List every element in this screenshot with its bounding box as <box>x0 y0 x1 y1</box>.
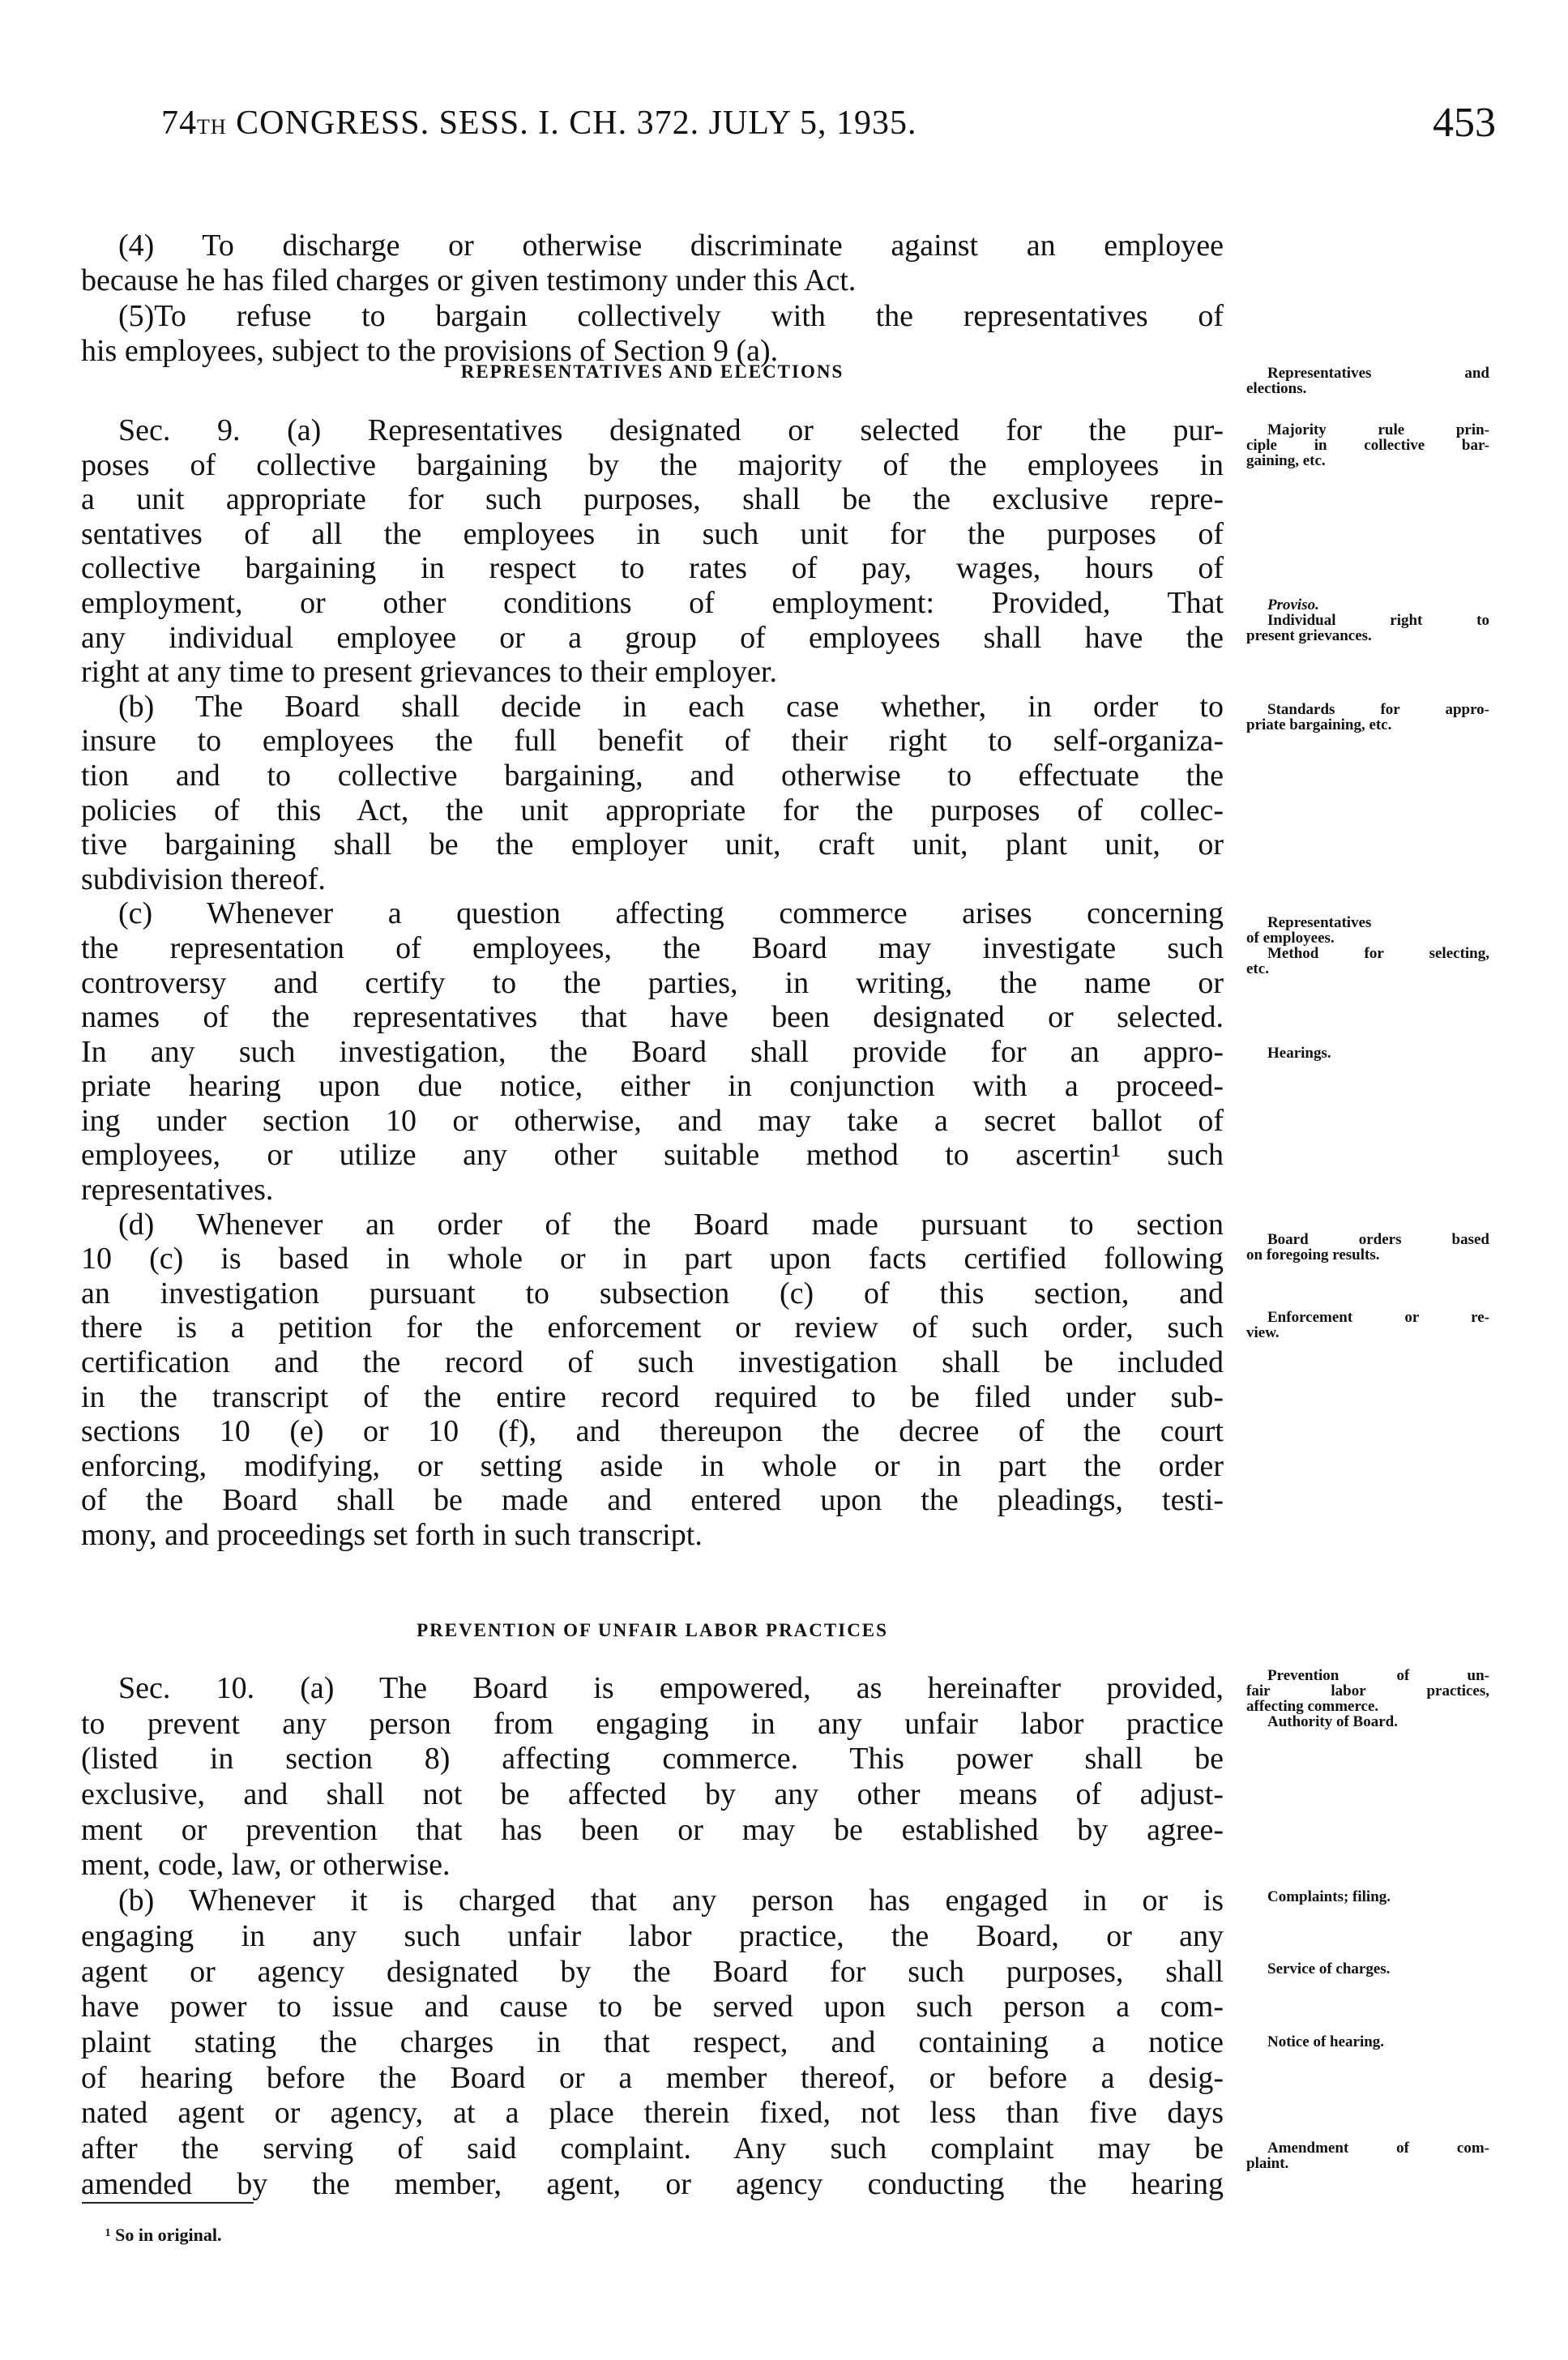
section-heading-representatives: REPRESENTATIVES AND ELECTIONS <box>460 361 844 382</box>
text-line: ing under section 10 or otherwise, and may take a secret ballot of <box>81 1103 1224 1138</box>
footnote-rule <box>82 2202 254 2204</box>
margin-note-line: Representatives <box>1267 914 1372 931</box>
text-line: because he has filed charges or given testimony under this Act. <box>81 263 857 298</box>
text-block-section-8 <box>81 229 1224 369</box>
text-line: of hearing before the Board or a member thereof, or before a desig- <box>81 2060 1224 2095</box>
text-line: subdivision thereof. <box>81 861 326 896</box>
footnote: ¹ So in original. <box>105 2225 222 2245</box>
margin-note-line: Notice of hearing. <box>1267 2033 1385 2050</box>
paragraph <box>81 1883 1224 2202</box>
margin-note-line: Authority of Board. <box>1267 1713 1398 1730</box>
margin-note-line: elections. <box>1246 380 1307 397</box>
text-line: engaging in any such unfair labor practice, the Board, or any <box>81 1918 1224 1953</box>
text-line: controversy and certify to the parties, in writing, the name or <box>81 965 1224 1000</box>
text-line: to prevent any person from engaging in any unfair labor practice <box>81 1706 1224 1741</box>
text-line: certification and the record of such investigation shall be included <box>81 1345 1224 1380</box>
paragraph <box>81 896 1224 1207</box>
text-line: policies of this Act, the unit appropriate for the purposes of collec- <box>81 793 1224 827</box>
congress-number: 74 <box>161 105 197 142</box>
margin-note-line: Board orders based <box>1267 1231 1489 1248</box>
paragraph <box>81 229 1224 299</box>
text-line: of the Board shall be made and entered upon the pleadings, testi- <box>81 1483 1224 1518</box>
text-line: a unit appropriate for such purposes, shall be the exclusive repre- <box>81 482 1224 517</box>
text-line: in the transcript of the entire record required to be filed under sub- <box>81 1379 1224 1414</box>
text-line: (listed in section 8) affecting commerce. This power shall be <box>81 1742 1224 1776</box>
text-line: amended by the member, agent, or agency conducting the hearing <box>81 2166 1224 2201</box>
margin-note-line: view. <box>1246 1324 1280 1341</box>
text-line: (c) Whenever a question affecting commerce arises concerning <box>118 896 1224 931</box>
margin-note-line: Amendment of com- <box>1267 2140 1489 2157</box>
margin-note-line: of employees. <box>1246 930 1335 947</box>
margin-note-line: Method for selecting, <box>1267 945 1489 962</box>
text-line: the representation of employees, the Board may investigate such <box>81 930 1224 965</box>
margin-note-line: Individual right to <box>1267 612 1489 629</box>
text-line: exclusive, and shall not be affected by any other means of adjust- <box>81 1777 1224 1812</box>
text-line: (d) Whenever an order of the Board made pursuant to section <box>118 1207 1224 1242</box>
margin-note <box>1246 915 1489 977</box>
margin-note-line: Service of charges. <box>1267 1960 1391 1977</box>
margin-note-line: fair labor practices, <box>1246 1682 1489 1699</box>
paragraph <box>81 299 1224 370</box>
section-heading-prevention: PREVENTION OF UNFAIR LABOR PRACTICES <box>417 1620 888 1640</box>
text-line: (4) To discharge or otherwise discriminate against an employee <box>118 229 1224 263</box>
text-line: ment, code, law, or otherwise. <box>81 1848 451 1883</box>
margin-note-line: on foregoing results. <box>1246 1246 1380 1263</box>
margin-note-line: affecting commerce. <box>1246 1698 1379 1715</box>
text-line: In any such investigation, the Board shall provide for an appro- <box>81 1034 1224 1069</box>
margin-note-line: gaining, etc. <box>1246 452 1326 469</box>
header-text: CONGRESS. SESS. I. CH. 372. JULY 5, 1935. <box>226 105 917 142</box>
margin-note-line: Complaints; filing. <box>1267 1888 1391 1905</box>
text-line: employment, or other conditions of employment: Provided, That <box>81 585 1224 620</box>
text-line: 10 (c) is based in whole or in part upon facts certified following <box>81 1242 1224 1276</box>
page-number: 453 <box>1433 100 1496 146</box>
running-header <box>161 104 917 143</box>
margin-note <box>1246 422 1489 468</box>
margin-note-line: Proviso. <box>1267 596 1319 614</box>
text-line: his employees, subject to the provisions of Section 9 (a). <box>81 333 779 368</box>
margin-note-line: ciple in collective bar- <box>1246 437 1489 454</box>
text-block-section-10 <box>81 1671 1224 2202</box>
text-line: employees, or utilize any other suitable method to ascertin¹ such <box>81 1138 1224 1173</box>
text-line: representatives. <box>81 1173 274 1208</box>
margin-note-line: Standards for appro- <box>1267 701 1489 718</box>
text-line: sentatives of all the employees in such unit for the purposes of <box>81 516 1224 551</box>
margin-note-line: present grievances. <box>1246 627 1372 644</box>
text-line: any individual employee or a group of employees shall have the <box>81 620 1224 655</box>
margin-note <box>1246 702 1489 733</box>
text-line: there is a petition for the enforcement or review of such order, such <box>81 1310 1224 1345</box>
text-line: plaint stating the charges in that respect, and containing a notice <box>81 2024 1224 2059</box>
text-line: (b) Whenever it is charged that any person has engaged in or is <box>118 1883 1224 1918</box>
text-line: tive bargaining shall be the employer unit, craft unit, plant unit, or <box>81 827 1224 862</box>
text-line: an investigation pursuant to subsection (c) of this section, and <box>81 1276 1224 1310</box>
text-line: Sec. 10. (a) The Board is empowered, as hereinafter provided, <box>118 1671 1224 1705</box>
text-line: nated agent or agency, at a place therein fixed, not less than five days <box>81 2096 1224 2131</box>
paragraph <box>81 690 1224 897</box>
paragraph <box>81 1208 1224 1553</box>
text-line: (b) The Board shall decide in each case whether, in order to <box>118 689 1224 724</box>
margin-note <box>1246 1045 1489 1061</box>
margin-note <box>1246 366 1489 396</box>
text-line: mony, and proceedings set forth in such transcript. <box>81 1518 703 1552</box>
text-block-section-9 <box>81 413 1224 1553</box>
text-line: after the serving of said complaint. Any such complaint may be <box>81 2131 1224 2165</box>
margin-note <box>1246 1310 1489 1340</box>
margin-note <box>1246 2140 1489 2171</box>
margin-note <box>1246 1961 1489 1977</box>
margin-note-line: Majority rule prin- <box>1267 421 1489 438</box>
margin-note-line: Prevention of un- <box>1267 1667 1489 1684</box>
text-line: collective bargaining in respect to rates of pay, wages, hours of <box>81 551 1224 586</box>
text-line: (5)To refuse to bargain collectively with the representatives of <box>118 298 1224 333</box>
margin-note-line: Enforcement or re- <box>1267 1309 1489 1326</box>
margin-note <box>1246 1668 1489 1729</box>
margin-note-line: etc. <box>1246 960 1269 977</box>
margin-note-line: Hearings. <box>1267 1045 1331 1062</box>
margin-note <box>1246 2034 1489 2050</box>
margin-note-line: plaint. <box>1246 2155 1289 2172</box>
text-line: priate hearing upon due notice, either in conjunction with a proceed- <box>81 1069 1224 1104</box>
margin-note <box>1246 597 1489 643</box>
text-line: names of the representatives that have been designated or selected. <box>81 1000 1224 1035</box>
text-line: insure to employees the full benefit of their right to self-organiza- <box>81 724 1224 759</box>
paragraph <box>81 1671 1224 1883</box>
text-line: sections 10 (e) or 10 (f), and thereupon the decree of the court <box>81 1414 1224 1449</box>
paragraph <box>81 413 1224 690</box>
text-line: right at any time to present grievances to their employer. <box>81 655 777 690</box>
text-line: tion and to collective bargaining, and otherwise to effectuate the <box>81 758 1224 793</box>
text-line: enforcing, modifying, or setting aside in whole or in part the order <box>81 1448 1224 1483</box>
margin-note <box>1246 1232 1489 1263</box>
text-line: agent or agency designated by the Board for such purposes, shall <box>81 1954 1224 1989</box>
margin-note <box>1246 1889 1489 1905</box>
text-line: have power to issue and cause to be served upon such person a com- <box>81 1990 1224 2024</box>
margin-note-line: Representatives and <box>1267 365 1489 382</box>
text-line: poses of collective bargaining by the majority of the employees in <box>81 447 1224 482</box>
margin-note-line: priate bargaining, etc. <box>1246 716 1392 733</box>
ordinal-suffix: TH <box>197 115 227 139</box>
text-line: Sec. 9. (a) Representatives designated or selected for the pur- <box>118 413 1224 447</box>
text-line: ment or prevention that has been or may be established by agree- <box>81 1812 1224 1847</box>
